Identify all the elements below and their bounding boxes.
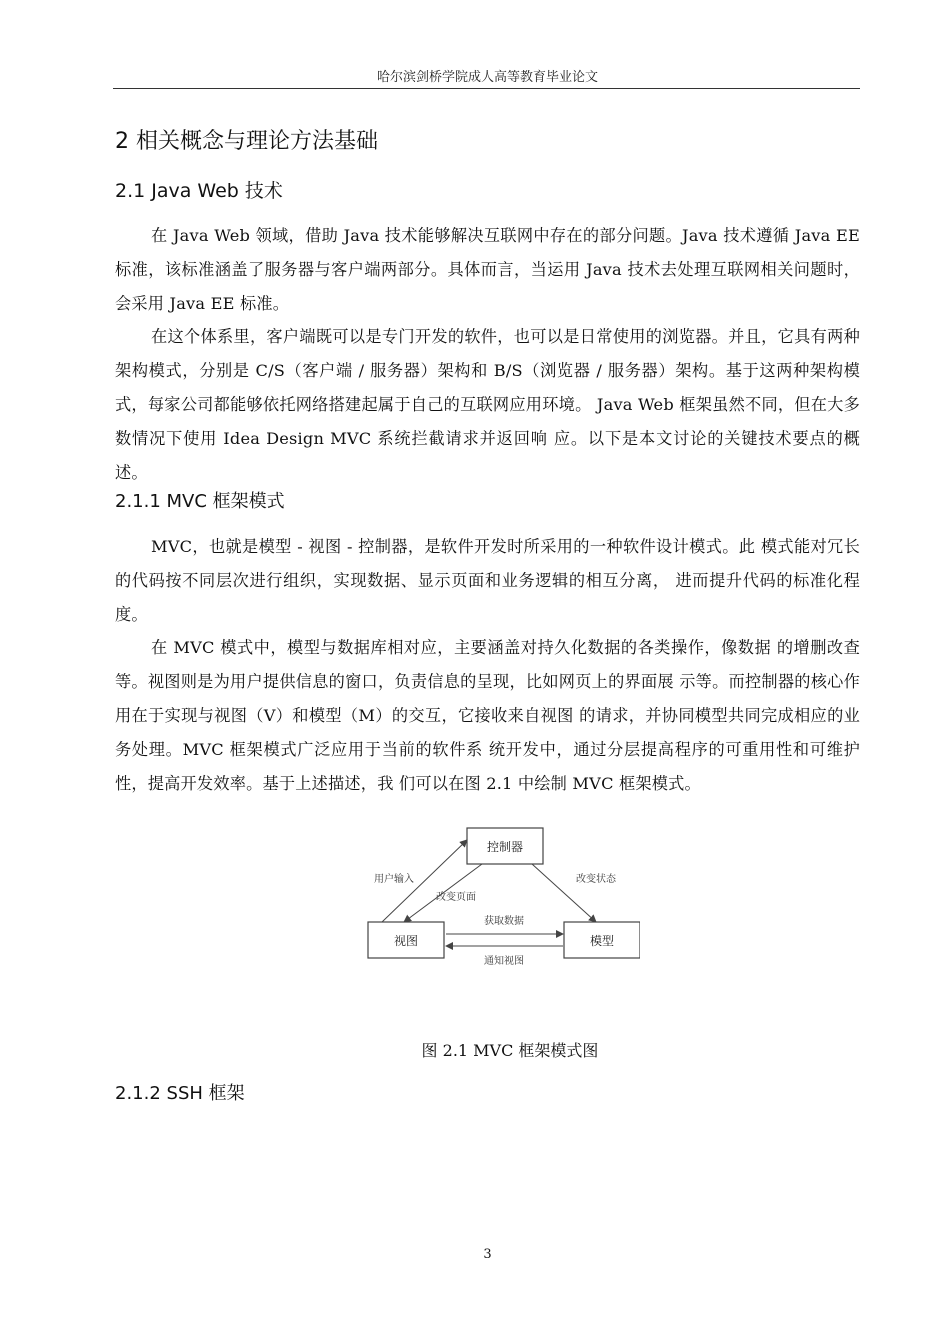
view-box xyxy=(368,922,444,958)
model-box xyxy=(564,922,640,958)
figure-caption: 图 2.1 MVC 框架模式图 xyxy=(421,1041,599,1060)
notify-view-label: 通知视图 xyxy=(484,956,524,967)
section-2-1-paragraph-2: 在这个体系里，客户端既可以是专门开发的软件，也可以是日常使用的浏览器。并且，它具有两种架构模式，分别是 C/S（客户端 / 服务器）架构和 B/S（浏览器 / 服务器）架构。基于这两种架构模式，每家公司都能够依托网络搭建起属于自己的互联网应用环境。 Java Web 框架虽然不同，但在大多数情况下使用 Idea Design MVC 系统拦截请求并返回响 应。以下是本文讨论的关键技术要点的概述。 xyxy=(115,327,860,482)
header-divider xyxy=(113,88,860,89)
model-label: 模型 xyxy=(589,934,615,948)
get-data-label: 获取数据 xyxy=(484,916,524,927)
change-state-label: 改变状态 xyxy=(576,874,616,885)
section-2-1-1-paragraph-2: 在 MVC 模式中，模型与数据库相对应，主要涵盖对持久化数据的各类操作，像数据 的增删改查等。视图则是为用户提供信息的窗口，负责信息的呈现，比如网页上的界面展 示等。而控制器的核心作用在于实现与视图（V）和模型（M）的交互，它接收来自视图 的请求，并协同模型共同完成相应的业务处理。MVC 框架模式广泛应用于当前的软件系 统开发中，通过分层提高程序的可重用性和可维护性，提高开发效率。基于上述描述，我 们可以在图 2.1 中绘制 MVC 框架模式。 xyxy=(115,638,860,793)
section-2-1-heading: 2.1 Java Web 技术 xyxy=(115,180,283,202)
section-2-1-paragraph-1: 在 Java Web 领域，借助 Java 技术能够解决互联网中存在的部分问题。Java 技术遵循 Java EE 标准，该标准涵盖了服务器与客户端两部分。具体而言，当运用 Java 技术去处理互联网相关问题时，会采用 Java EE 标准。 xyxy=(115,226,860,313)
change-state-arrow xyxy=(532,864,596,922)
view-label: 视图 xyxy=(393,934,419,948)
section-2-1-1-heading: 2.1.1 MVC 框架模式 xyxy=(115,491,285,512)
controller-label: 控制器 xyxy=(486,840,524,854)
controller-box xyxy=(467,828,543,864)
change-page-label: 改变页面 xyxy=(436,892,476,903)
mvc-diagram xyxy=(360,826,640,976)
page-number: 3 xyxy=(483,1247,492,1262)
section-2-1-2-heading: 2.1.2 SSH 框架 xyxy=(115,1083,245,1104)
section-2-1-1-paragraph-1: MVC，也就是模型 - 视图 - 控制器，是软件开发时所采用的一种软件设计模式。此 模式能对冗长的代码按不同层次进行组织，实现数据、显示页面和业务逻辑的相互分离， 进而提升代码的标准化程度。 xyxy=(115,537,860,624)
user-input-label: 用户输入 xyxy=(374,874,414,885)
chapter-heading: 2 相关概念与理论方法基础 xyxy=(115,129,378,154)
running-header: 哈尔滨剑桥学院成人高等教育毕业论文 xyxy=(376,70,598,85)
